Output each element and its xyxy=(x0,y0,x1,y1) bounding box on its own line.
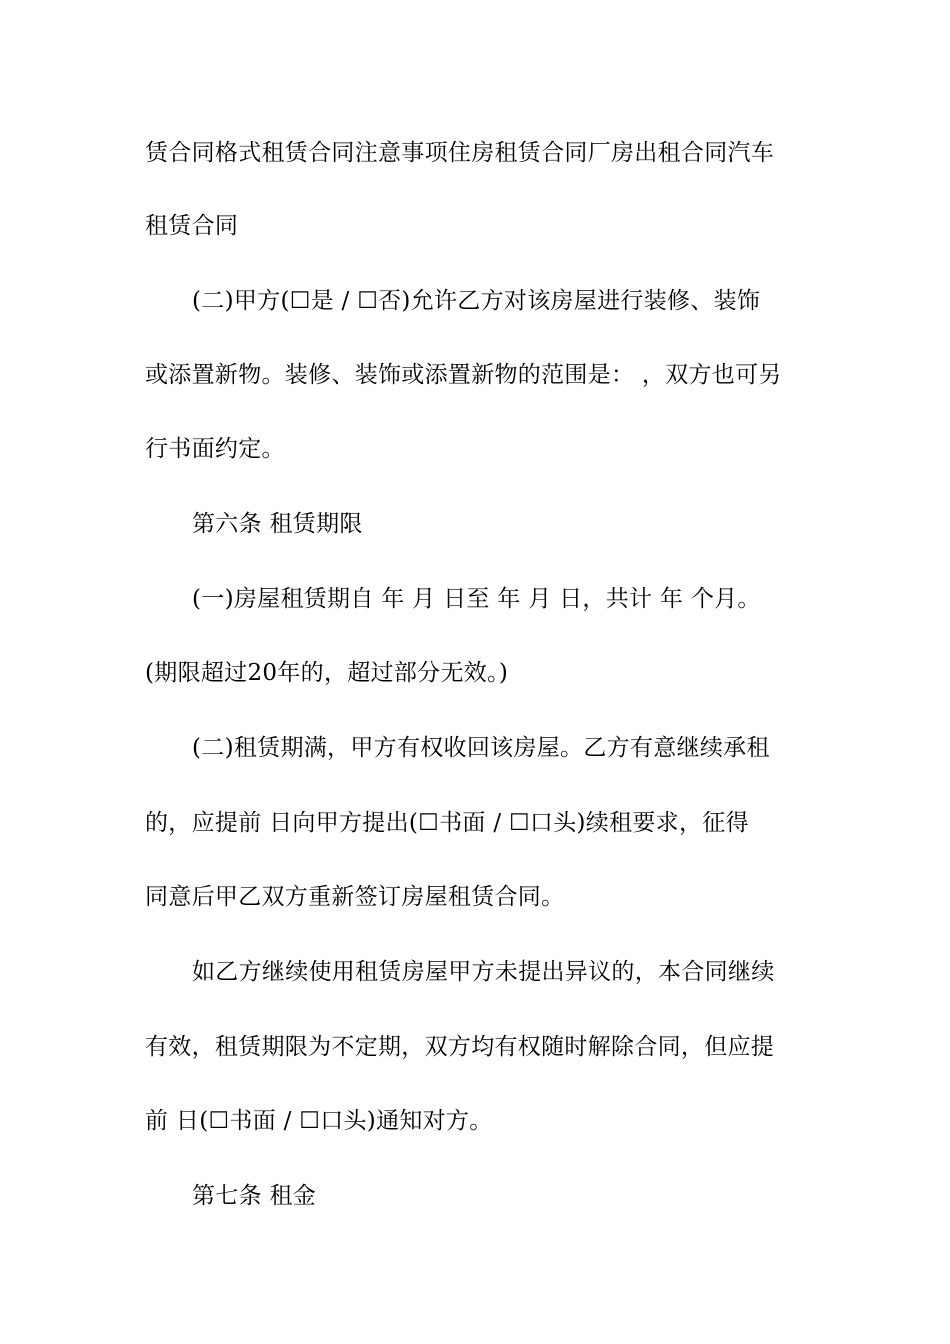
text-line-11: 同意后甲乙双方重新签订房屋租赁合同。 xyxy=(145,884,565,910)
text-line-14: 前 日(☐书面 / ☐口头)通知对方。 xyxy=(145,1108,493,1134)
section-heading-6: 第六条 租赁期限 xyxy=(192,511,363,537)
text-line-3: (二)甲方(☐是 / ☐否)允许乙方对该房屋进行装修、装饰 xyxy=(192,288,761,314)
text-line-10: 的，应提前 日向甲方提出(☐书面 / ☐口头)续租要求，征得 xyxy=(145,810,749,836)
text-line-5: 行书面约定。 xyxy=(145,436,285,462)
text-line-8: (期限超过20年的，超过部分无效。) xyxy=(145,660,509,686)
text-line-2: 租赁合同 xyxy=(145,213,239,239)
text-line-4: 或添置新物。装修、装饰或添置新物的范围是： ，双方也可另 xyxy=(145,362,782,388)
section-heading-7: 第七条 租金 xyxy=(192,1183,317,1209)
text-line-1: 赁合同格式租赁合同注意事项住房租赁合同厂房出租合同汽车 xyxy=(145,140,775,166)
text-line-7: (一)房屋租赁期自 年 月 日至 年 月 日，共计 年 个月。 xyxy=(192,586,761,612)
text-line-9: (二)租赁期满，甲方有权收回该房屋。乙方有意继续承租 xyxy=(192,735,770,761)
text-line-13: 有效，租赁期限为不定期，双方均有权随时解除合同，但应提 xyxy=(145,1034,775,1060)
text-line-12: 如乙方继续使用租赁房屋甲方未提出异议的，本合同继续 xyxy=(192,959,775,985)
